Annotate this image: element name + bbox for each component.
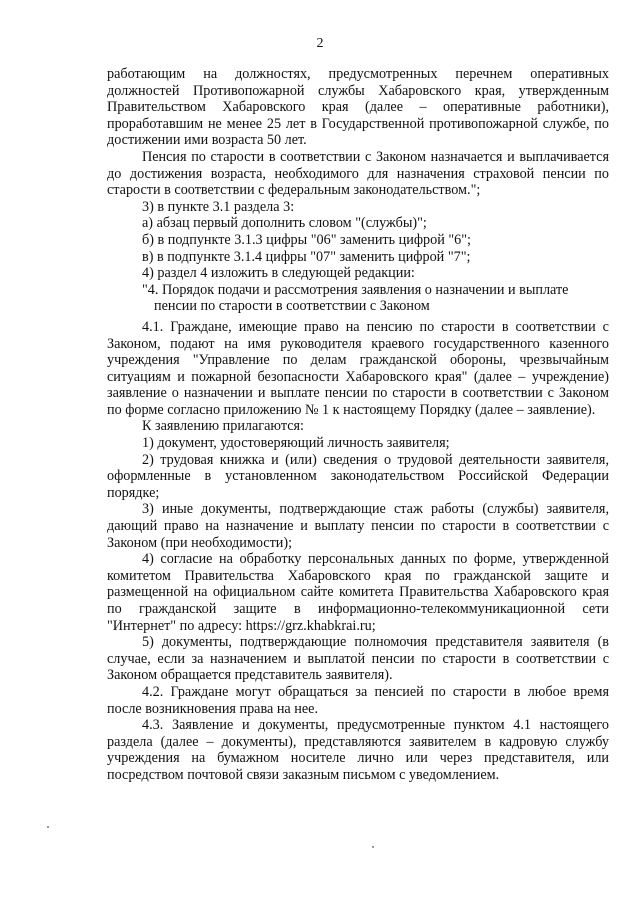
- paragraph: К заявлению прилагаются:: [142, 418, 304, 435]
- section-heading: [107, 282, 609, 315]
- list-item: а) абзац первый дополнить словом "(службы)";: [142, 215, 427, 232]
- section-heading-line1: "4. Порядок подачи и рассмотрения заявления о назначении и выплате: [142, 281, 569, 298]
- section-heading-line2: пенсии по старости в соответствии с Законом: [154, 298, 430, 315]
- list-item: 3) в пункте 3.1 раздела 3:: [142, 198, 295, 215]
- paragraph: работающим на должностях, предусмотренных перечнем оперативных должностей Противопожарной службы Хабаровского края, утвержденным Правительством Хабаровского края (далее – оперативные работники), проработавшим не менее 25 лет в Государственной противопожарной службе, по достижении ими возраста 50 лет.: [107, 66, 609, 149]
- list-item: 4) раздел 4 изложить в следующей редакции:: [142, 265, 415, 282]
- paragraph: Пенсия по старости в соответствии с Законом назначается и выплачивается до достижения возраста, необходимого для назначения страховой пенсии по старости в соответствии с федеральным законодательством.";: [107, 148, 609, 199]
- list-item: б) в подпункте 3.1.3 цифры "06" заменить цифрой "6";: [142, 231, 471, 248]
- document-body: [107, 66, 609, 784]
- list-item: 1) документ, удостоверяющий личность заявителя;: [142, 435, 450, 452]
- list-item: 3) иные документы, подтверждающие стаж работы (службы) заявителя, дающий право на назначение и выплату пенсии по старости в соответствии с Законом (при необходимости);: [107, 501, 609, 551]
- paragraph: 4.1. Граждане, имеющие право на пенсию по старости в соответствии с Законом, подают на имя руководителя краевого государственного казенного учреждения "Управление по делам гражданской обороны, чрезвычайным ситуациям и пожарной безопасности Хабаровского края" (далее – учреждение) заявление о назначении и выплате пенсии по старости в соответствии с Законом по форме согласно приложению № 1 к настоящему Порядку (далее – заявление).: [107, 318, 609, 418]
- paragraph: 4.2. Граждане могут обращаться за пенсией по старости в любое время после возникновения права на нее.: [107, 683, 609, 717]
- list-item: 4) согласие на обработку персональных данных по форме, утвержденной комитетом Правительства Хабаровского края по гражданской защите и размещенной на официальном сайте комитета Правительства Хабаровского края по гражданской защите в информационно-телекоммуникационной сети "Интернет" по адресу: https://grz.khabkrai.ru;: [107, 551, 609, 634]
- scan-speck: [47, 826, 49, 828]
- list-item: в) в подпункте 3.1.4 цифры "07" заменить цифрой "7";: [142, 248, 471, 265]
- paragraph: 4.3. Заявление и документы, предусмотренные пунктом 4.1 настоящего раздела (далее – документы), представляются заявителем в кадровую службу учреждения на бумажном носителе лично или через представителя, или посредством почтовой связи заказным письмом с уведомлением.: [107, 717, 609, 783]
- scan-speck: [372, 846, 374, 848]
- list-item: 2) трудовая книжка и (или) сведения о трудовой деятельности заявителя, оформленные в установленном законодательством Российской Федерации порядке;: [107, 451, 609, 501]
- page-number: 2: [316, 36, 324, 51]
- list-item: 5) документы, подтверждающие полномочия представителя заявителя (в случае, если за назначением и выплатой пенсии по старости в соответствии с Законом обращается представитель заявителя).: [107, 634, 609, 684]
